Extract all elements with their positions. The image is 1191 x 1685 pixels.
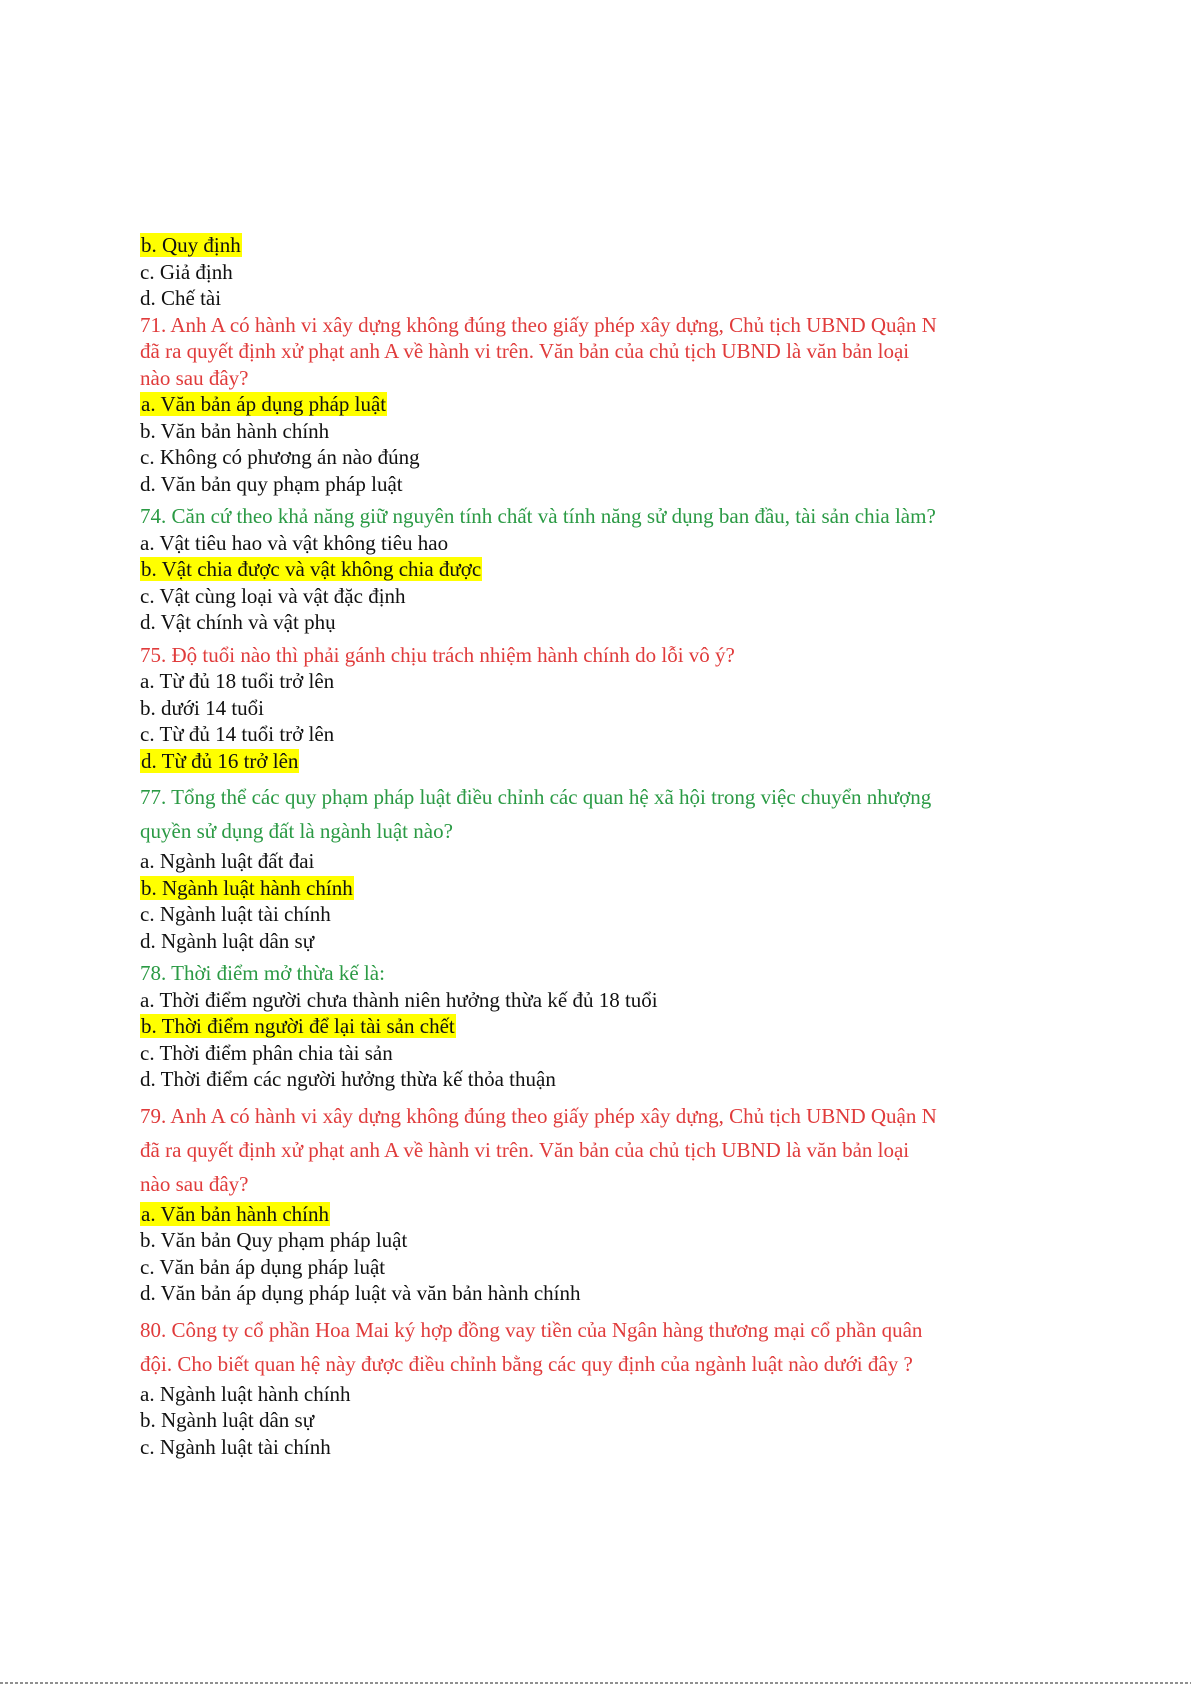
question-text-line: 71. Anh A có hành vi xây dựng không đúng theo giấy phép xây dựng, Chủ tịch UBND Quận N xyxy=(140,312,937,337)
option-line: b. dưới 14 tuổi xyxy=(140,695,264,720)
option-line: d. Văn bản áp dụng pháp luật và văn bản hành chính xyxy=(140,1281,581,1305)
option-line: c. Ngành luật tài chính xyxy=(140,902,331,926)
correct-answer-highlight: b. Vật chia được và vật không chia được xyxy=(141,557,482,581)
option-line: a. Ngành luật hành chính xyxy=(140,1381,351,1406)
question-text-line: 80. Công ty cổ phần Hoa Mai ký hợp đồng vay tiền của Ngân hàng thương mại cổ phần quân xyxy=(140,1317,923,1342)
question-text-line: 79. Anh A có hành vi xây dựng không đúng theo giấy phép xây dựng, Chủ tịch UBND Quận N xyxy=(140,1103,937,1128)
option-line: d. Văn bản quy phạm pháp luật xyxy=(140,471,403,496)
question-text-line: đã ra quyết định xử phạt anh A về hành vi trên. Văn bản của chủ tịch UBND là văn bản loại xyxy=(140,339,910,363)
option-line: d. Thời điểm các người hưởng thừa kế thỏa thuận xyxy=(140,1067,556,1091)
question-text-line: 74. Căn cứ theo khả năng giữ nguyên tính chất và tính năng sử dụng ban đầu, tài sản chia làm? xyxy=(140,504,936,528)
option-line: b. Văn bản Quy phạm pháp luật xyxy=(140,1228,408,1252)
question-text-line: đã ra quyết định xử phạt anh A về hành vi trên. Văn bản của chủ tịch UBND là văn bản loại xyxy=(140,1137,910,1162)
option-line: c. Ngành luật tài chính xyxy=(140,1434,331,1459)
correct-answer-highlight: b. Ngành luật hành chính xyxy=(141,875,353,900)
option-line: c. Vật cùng loại và vật đặc định xyxy=(140,583,406,608)
question-block-80 xyxy=(140,1313,1060,1461)
option-line xyxy=(140,391,1060,418)
question-block-77 xyxy=(140,780,1060,954)
correct-answer-highlight: b. Thời điểm người để lại tài sản chết xyxy=(141,1014,455,1038)
option-line: a. Thời điểm người chưa thành niên hưởng thừa kế đủ 18 tuổi xyxy=(140,987,658,1012)
question-text-line: đội. Cho biết quan hệ này được điều chỉnh bằng các quy định của ngành luật nào dưới đây ? xyxy=(140,1351,913,1376)
question-text-line: quyền sử dụng đất là ngành luật nào? xyxy=(140,819,453,843)
page-bottom-edge xyxy=(0,1682,1191,1684)
option-line: c. Không có phương án nào đúng xyxy=(140,445,420,469)
option-line xyxy=(140,1013,1060,1040)
question-text-line: 75. Độ tuổi nào thì phải gánh chịu trách nhiệm hành chính do lỗi vô ý? xyxy=(140,642,735,667)
question-text-line: 78. Thời điểm mở thừa kế là: xyxy=(140,961,385,985)
option-line xyxy=(140,875,1060,902)
question-block-78 xyxy=(140,960,1060,1093)
option-line: d. Vật chính và vật phụ xyxy=(140,610,336,634)
question-block-71 xyxy=(140,312,1060,498)
option-line: d. Chế tài xyxy=(140,286,222,310)
correct-answer-highlight: a. Văn bản hành chính xyxy=(141,1201,329,1226)
option-line xyxy=(140,748,1060,775)
question-text-line: nào sau đây? xyxy=(140,365,249,390)
question-block-79 xyxy=(140,1099,1060,1307)
correct-answer-highlight: d. Từ đủ 16 trở lên xyxy=(141,748,299,773)
question-block-74 xyxy=(140,503,1060,636)
option-line: c. Từ đủ 14 tuổi trở lên xyxy=(140,722,335,746)
correct-answer-highlight: a. Văn bản áp dụng pháp luật xyxy=(141,392,387,416)
question-block-75 xyxy=(140,642,1060,775)
option-line: a. Từ đủ 18 tuổi trở lên xyxy=(140,669,335,693)
question-text-line: 77. Tổng thể các quy phạm pháp luật điều chỉnh các quan hệ xã hội trong việc chuyển nhượng xyxy=(140,785,932,809)
option-line xyxy=(140,1201,1060,1228)
option-line: c. Văn bản áp dụng pháp luật xyxy=(140,1254,386,1279)
option-line: a. Vật tiêu hao và vật không tiêu hao xyxy=(140,530,449,555)
option-line: c. Thời điểm phân chia tài sản xyxy=(140,1040,393,1065)
option-line: b. Ngành luật dân sự xyxy=(140,1408,315,1432)
question-text-line: nào sau đây? xyxy=(140,1171,249,1196)
option-line: a. Ngành luật đất đai xyxy=(140,849,315,873)
option-line: c. Giả định xyxy=(140,259,233,284)
lead-options xyxy=(140,232,1060,312)
option-line: d. Ngành luật dân sự xyxy=(140,928,315,953)
correct-answer-highlight: b. Quy định xyxy=(141,233,241,257)
document-page xyxy=(140,232,1060,1460)
option-line xyxy=(140,556,1060,583)
option-line xyxy=(140,232,1060,259)
option-line: b. Văn bản hành chính xyxy=(140,418,330,443)
